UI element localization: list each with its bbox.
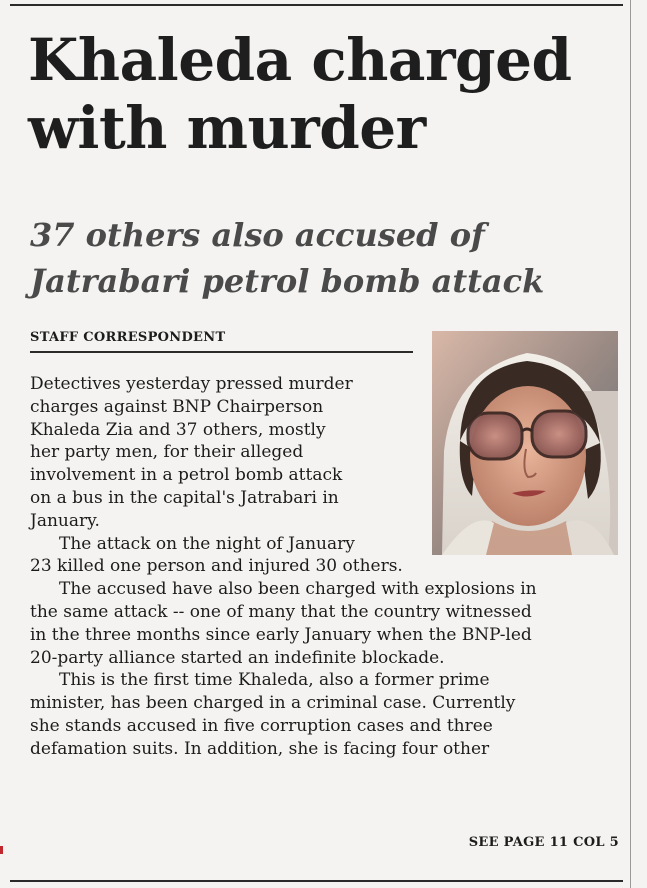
text-line: Detectives yesterday pressed murder <box>30 374 353 394</box>
column-divider <box>630 0 631 888</box>
subhead-line: Jatrabari petrol bomb attack <box>30 262 545 300</box>
paragraph <box>30 669 537 760</box>
edge-accent-mark <box>0 846 3 854</box>
text-line: her party men, for their alleged <box>30 442 304 463</box>
text-line: The accused have also been charged with explosions in <box>59 579 537 600</box>
text-line: defamation suits. In addition, she is facing four other <box>30 738 490 759</box>
headline-line: with murder <box>28 94 426 162</box>
continuation-link[interactable]: SEE PAGE 11 COL 5 <box>468 835 619 850</box>
paragraph <box>30 578 537 669</box>
paragraph <box>30 373 537 533</box>
text-line: in the three months since early January when the BNP-led <box>30 624 532 645</box>
text-line: This is the first time Khaleda, also a former prime <box>59 670 490 691</box>
text-line: charges against BNP Chairperson <box>30 396 324 417</box>
top-rule <box>10 4 623 6</box>
subheadline <box>30 212 630 304</box>
text-line: she stands accused in five corruption cases and three <box>30 715 493 736</box>
bottom-rule <box>10 880 623 882</box>
text-line: the same attack -- one of many that the country witnessed <box>30 601 532 622</box>
article-body <box>30 373 537 761</box>
text-line: involvement in a petrol bomb attack <box>30 465 343 486</box>
text-line: minister, has been charged in a criminal case. Currently <box>30 693 516 714</box>
byline: STAFF CORRESPONDENT <box>30 330 413 353</box>
text-line: January. <box>30 510 100 531</box>
text-line: 23 killed one person and injured 30 others. <box>30 556 403 577</box>
paragraph <box>30 533 537 579</box>
headline <box>28 26 628 162</box>
text-line: on a bus in the capital's Jatrabari in <box>30 487 339 508</box>
text-line: Khaleda Zia and 37 others, mostly <box>30 419 326 440</box>
headline-line: Khaleda charged <box>28 26 572 94</box>
text-line: The attack on the night of January <box>59 533 355 554</box>
subhead-line: 37 others also accused of <box>30 216 485 254</box>
text-line: 20-party alliance started an indefinite blockade. <box>30 647 445 668</box>
